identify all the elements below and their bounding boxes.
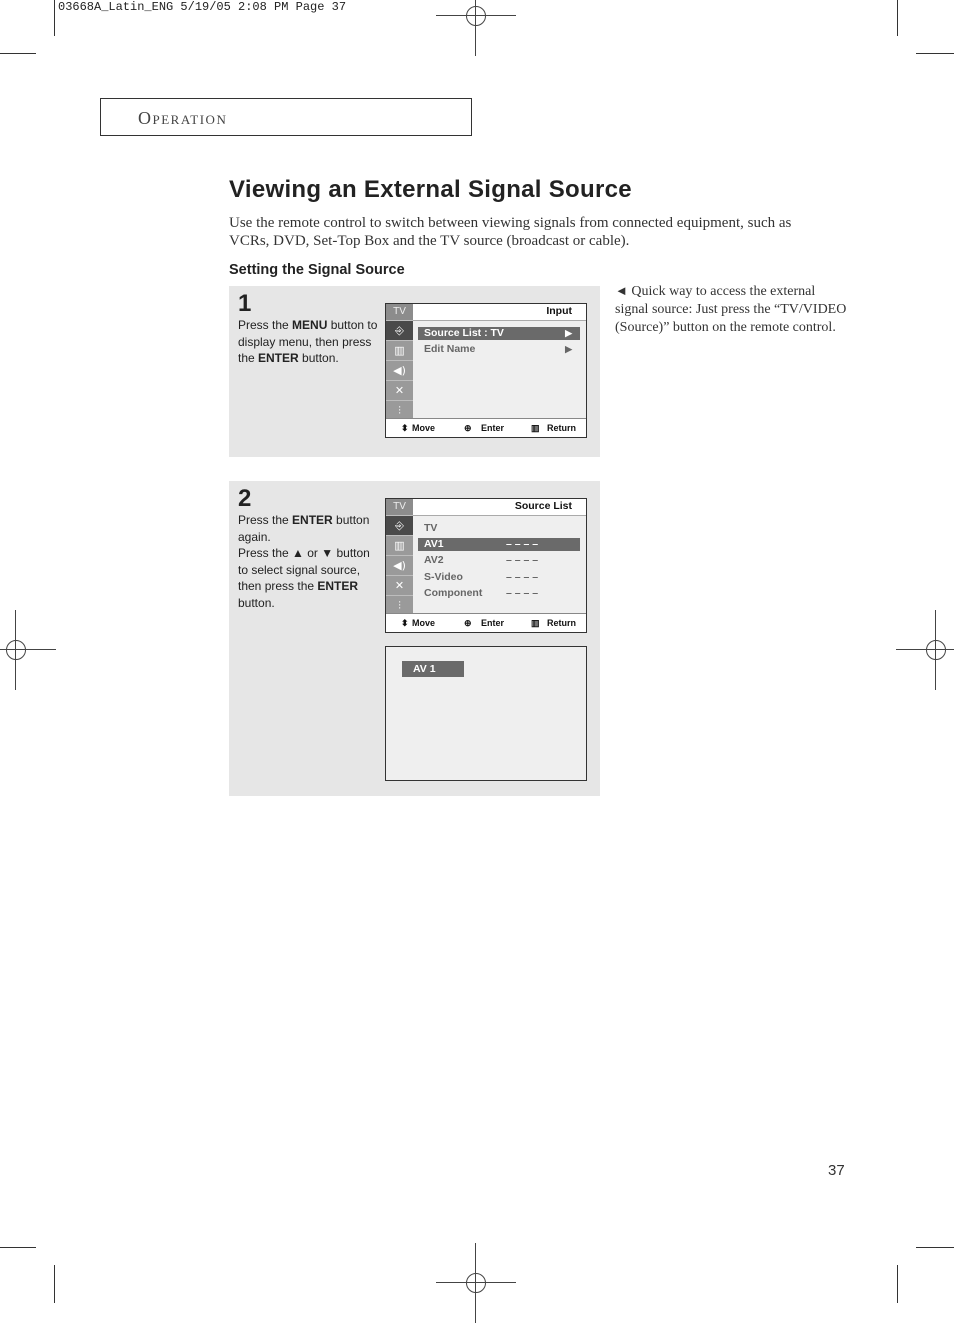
channel-icon: ✕ bbox=[386, 380, 413, 400]
tv-label: TV bbox=[386, 499, 413, 515]
setup-icon: ⫶ bbox=[386, 400, 413, 420]
crop-mark bbox=[0, 1247, 36, 1248]
crop-mark bbox=[916, 53, 954, 54]
move-icon: ⬍ bbox=[401, 618, 409, 628]
step-instruction: Press the ENTER button again. Press the ▲ or ▼ button to select signal source, then press the ENTER button. bbox=[238, 513, 370, 610]
registration-mark bbox=[456, 0, 496, 36]
enter-icon: ⊕ bbox=[464, 423, 472, 433]
menu-item-source-list[interactable]: Source List : TV ▶ bbox=[418, 327, 580, 340]
channel-icon: ✕ bbox=[386, 575, 413, 595]
source-item-tv[interactable]: TV bbox=[424, 522, 438, 534]
source-item-component[interactable]: Component – – – – bbox=[424, 587, 539, 599]
picture-icon: ▥ bbox=[386, 535, 413, 555]
arrow-right-icon: ▶ bbox=[565, 328, 572, 338]
down-arrow-icon: ▼ bbox=[321, 546, 334, 560]
tv-label: TV bbox=[386, 304, 413, 320]
menu-item-edit-name[interactable]: Edit Name ▶ bbox=[424, 343, 572, 355]
crop-mark bbox=[54, 1265, 55, 1303]
registration-mark bbox=[0, 630, 36, 670]
page-title: Viewing an External Signal Source bbox=[229, 176, 632, 203]
source-indicator: AV 1 bbox=[402, 661, 464, 677]
print-slug: 03668A_Latin_ENG 5/19/05 2:08 PM Page 37 bbox=[58, 0, 347, 14]
osd-title: Source List bbox=[514, 500, 572, 512]
source-item-av1[interactable]: AV1 – – – – bbox=[418, 538, 580, 551]
crop-mark bbox=[897, 0, 898, 36]
intro-text: Use the remote control to switch between viewing signals from connected equipment, such as VCRs, DVD, Set-Top Box and the TV source (broadcast or cable). bbox=[229, 215, 792, 249]
step-number: 1 bbox=[238, 290, 252, 317]
enter-icon: ⊕ bbox=[464, 618, 472, 628]
tv-screen-preview bbox=[385, 646, 587, 781]
source-item-av2[interactable]: AV2 – – – – bbox=[424, 554, 539, 566]
arrow-left-icon: ◄ bbox=[615, 283, 628, 298]
input-menu-osd bbox=[385, 303, 587, 438]
side-note-text: Quick way to access the external signal source: Just press the “TV/VIDEO (Source)” button on the remote control. bbox=[615, 284, 847, 335]
move-icon: ⬍ bbox=[401, 423, 409, 433]
return-icon: ▥ bbox=[531, 618, 540, 628]
source-item-s-video[interactable]: S-Video – – – – bbox=[424, 571, 539, 583]
osd-footer: ⬍ Move ⊕ Enter ▥ Return bbox=[386, 418, 586, 437]
setup-icon: ⫶ bbox=[386, 595, 413, 615]
step-number: 2 bbox=[238, 485, 252, 512]
side-note bbox=[615, 282, 847, 337]
registration-mark bbox=[916, 630, 954, 670]
section-subtitle: Setting the Signal Source bbox=[229, 262, 405, 278]
crop-mark bbox=[0, 53, 36, 54]
input-icon: ⎆ bbox=[386, 515, 413, 535]
return-icon: ▥ bbox=[531, 423, 540, 433]
crop-mark bbox=[897, 1265, 898, 1303]
osd-title: Input bbox=[546, 305, 572, 317]
osd-footer: ⬍ Move ⊕ Enter ▥ Return bbox=[386, 613, 586, 632]
up-arrow-icon: ▲ bbox=[292, 546, 304, 560]
registration-mark bbox=[456, 1263, 496, 1303]
crop-mark bbox=[54, 0, 55, 36]
arrow-right-icon: ▶ bbox=[565, 344, 572, 354]
picture-icon: ▥ bbox=[386, 340, 413, 360]
section-header: OPERATION bbox=[138, 108, 228, 128]
step-instruction: Press the MENU button to display menu, then press the ENTER button. bbox=[238, 318, 378, 365]
sound-icon: ◀) bbox=[386, 555, 413, 575]
sound-icon: ◀) bbox=[386, 360, 413, 380]
source-list-osd bbox=[385, 498, 587, 633]
page-number: 37 bbox=[828, 1162, 845, 1179]
input-icon: ⎆ bbox=[386, 320, 413, 340]
crop-mark bbox=[916, 1247, 954, 1248]
